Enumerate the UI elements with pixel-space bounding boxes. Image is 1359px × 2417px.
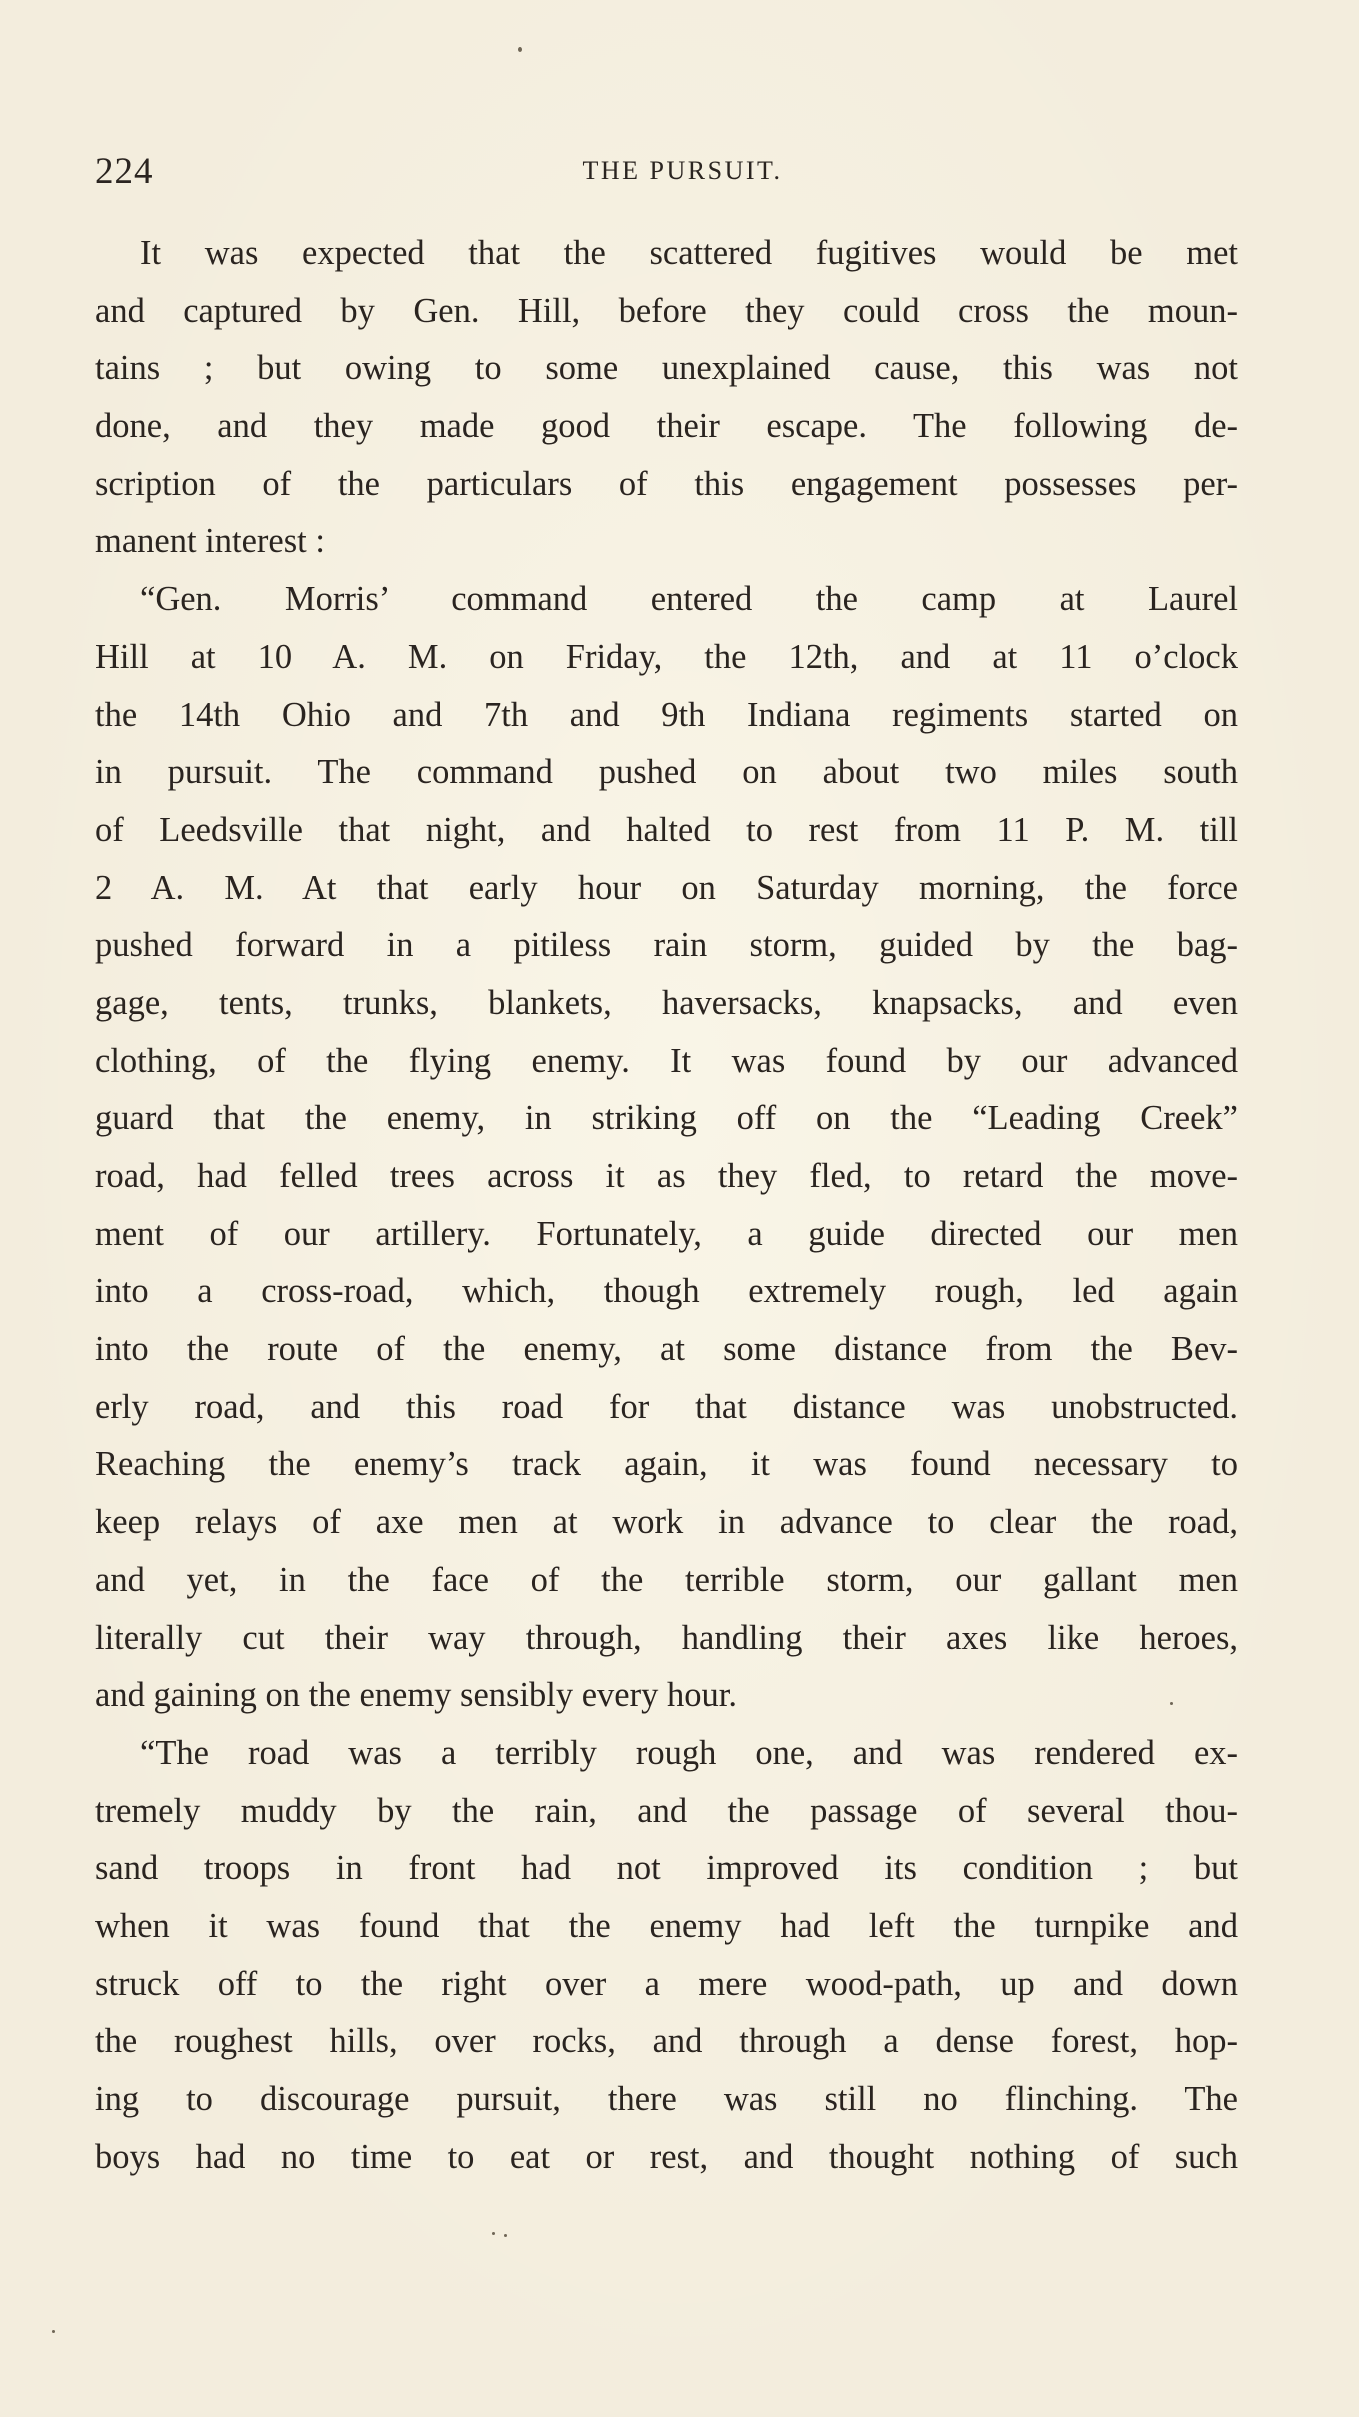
text-line: and yet, in the face of the terrible storm, our gallant men <box>95 1560 1238 1599</box>
text-line: “The road was a terribly rough one, and was rendered ex- <box>140 1733 1238 1772</box>
text-line: sand troops in front had not improved its condition ; but <box>95 1849 1238 1888</box>
text-line: the roughest hills, over rocks, and through a dense forest, hop- <box>95 2022 1238 2061</box>
text-line: gage, tents, trunks, blankets, haversacks, knapsacks, and even <box>95 983 1238 1022</box>
speck-left <box>52 2330 55 2333</box>
text-line: done, and they made good their escape. The following de- <box>95 407 1238 446</box>
text-line: keep relays of axe men at work in advance to clear the road, <box>95 1503 1238 1542</box>
speck-top <box>518 47 522 52</box>
running-head: THE PURSUIT. <box>582 156 783 185</box>
text-line: literally cut their way through, handling their axes like heroes, <box>95 1618 1238 1657</box>
text-line: into a cross-road, which, though extremely rough, led again <box>95 1272 1238 1311</box>
text-line: Reaching the enemy’s track again, it was found necessary to <box>95 1445 1238 1484</box>
text-line: Hill at 10 A. M. on Friday, the 12th, and at 11 o’clock <box>95 637 1238 676</box>
page-header <box>95 150 1240 200</box>
text-line: guard that the enemy, in striking off on the “Leading Creek” <box>95 1099 1238 1138</box>
text-line: erly road, and this road for that distance was unobstructed. <box>95 1387 1238 1426</box>
speck-bottom-2 <box>504 2234 507 2237</box>
text-line: in pursuit. The command pushed on about two miles south <box>95 753 1238 792</box>
text-line: of Leedsville that night, and halted to rest from 11 P. M. till <box>95 810 1238 849</box>
page-number: 224 <box>95 151 154 192</box>
text-line: the 14th Ohio and 7th and 9th Indiana regiments started on <box>95 695 1238 734</box>
text-line: struck off to the right over a mere wood-path, up and down <box>95 1964 1238 2003</box>
text-line: “Gen. Morris’ command entered the camp at Laurel <box>140 580 1238 619</box>
text-line: clothing, of the flying enemy. It was found by our advanced <box>95 1041 1238 1080</box>
text-line: scription of the particulars of this engagement possesses per- <box>95 464 1238 503</box>
text-line: boys had no time to eat or rest, and thought nothing of such <box>95 2137 1238 2176</box>
text-line: and gaining on the enemy sensibly every hour. <box>95 1676 737 1715</box>
text-line: and captured by Gen. Hill, before they could cross the moun- <box>95 291 1238 330</box>
text-line: into the route of the enemy, at some distance from the Bev- <box>95 1330 1238 1369</box>
text-line: It was expected that the scattered fugitives would be met <box>140 234 1238 272</box>
text-line: pushed forward in a pitiless rain storm, guided by the bag- <box>95 926 1238 965</box>
text-line: ing to discourage pursuit, there was still no flinching. The <box>95 2080 1238 2118</box>
text-line: when it was found that the enemy had left the turnpike and <box>95 1906 1238 1945</box>
text-line: tremely muddy by the rain, and the passage of several thou- <box>95 1791 1238 1830</box>
text-line: road, had felled trees across it as they fled, to retard the move- <box>95 1157 1238 1195</box>
text-line: tains ; but owing to some unexplained cause, this was not <box>95 349 1238 388</box>
speck-bottom-1 <box>492 2232 495 2235</box>
text-line: manent interest : <box>95 522 325 561</box>
text-line: 2 A. M. At that early hour on Saturday morning, the force <box>95 868 1238 907</box>
text-line: ment of our artillery. Fortunately, a guide directed our men <box>95 1214 1238 1253</box>
body-text <box>95 225 1238 2186</box>
